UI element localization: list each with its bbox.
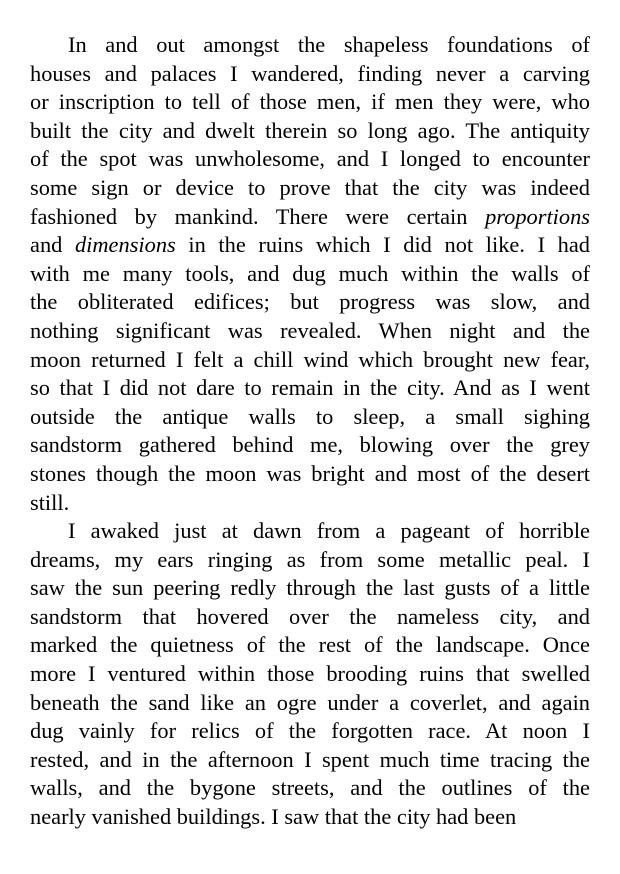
text-run: sandstorm that hovered over the nameless city, and [30,603,590,629]
text-run: with me many tools, and dug much within the walls of [30,260,590,286]
text-line [30,374,590,403]
text-run: sandstorm gathered behind me, blowing over the grey [30,432,590,458]
text-run: houses and palaces I wandered, finding never a carving [30,60,590,86]
text-run: dreams, my ears ringing as from some metallic peal. I [30,546,590,572]
text-run: built the city and dwelt therein so long ago. The antiquity [30,117,590,143]
paragraph [30,517,590,832]
text-run: and [30,232,75,258]
text-line [30,717,590,746]
text-run: fashioned by mankind. There were certain [30,203,486,229]
text-run: beneath the sand like an ogre under a coverlet, and again [30,689,590,715]
text-run: saw the sun peering redly through the last gusts of a little [30,575,590,601]
text-line [30,774,590,803]
text-line [30,546,590,575]
text-run: in the ruins which I did not like. I had [175,232,590,258]
text-line [30,88,590,117]
text-line [30,431,590,460]
text-line [30,203,590,232]
text-line [30,288,590,317]
text-run: rested, and in the afternoon I spent much time tracing the [30,746,590,772]
text-run: still. [30,489,70,515]
text-run: outside the antique walls to sleep, a small sighing [30,403,590,429]
text-line [30,403,590,432]
text-line [30,460,590,489]
paragraph [30,31,590,517]
text-run: moon returned I felt a chill wind which brought new fear, [30,346,590,372]
text-line [30,60,590,89]
text-line [30,803,590,832]
text-line [30,631,590,660]
text-run: I awaked just at dawn from a pageant of horrible [68,518,590,544]
text-run: of the spot was unwholesome, and I longed to encounter [30,146,590,172]
text-line [30,231,590,260]
text-line [30,603,590,632]
italic-text: dimensions [74,232,176,258]
text-line [30,260,590,289]
text-run: walls, and the bygone streets, and the outlines of the [30,775,590,801]
text-run: some sign or device to prove that the city was indeed [30,174,590,200]
body-text [30,31,590,832]
text-line [30,174,590,203]
text-line [30,517,590,546]
text-run: stones though the moon was bright and most of the desert [30,460,590,486]
text-run: marked the quietness of the rest of the landscape. Once [30,632,590,658]
text-run: dug vainly for relics of the forgotten race. At noon I [30,718,590,744]
text-line [30,346,590,375]
text-run: more I ventured within those brooding ruins that swelled [30,661,590,687]
text-line [30,31,590,60]
text-run: nearly vanished buildings. I saw that the city had been [30,804,517,830]
text-run: In and out amongst the shapeless foundations of [68,32,590,57]
italic-text: proportions [485,203,590,229]
text-line [30,746,590,775]
text-run: the obliterated edifices; but progress was slow, and [30,289,590,315]
text-line [30,489,590,518]
text-line [30,660,590,689]
text-run: or inscription to tell of those men, if men they were, who [30,89,590,115]
text-run: nothing significant was revealed. When night and the [30,317,590,343]
text-line [30,117,590,146]
text-line [30,574,590,603]
text-line [30,317,590,346]
text-run: so that I did not dare to remain in the city. And as I went [30,375,590,401]
text-line [30,145,590,174]
text-line [30,689,590,718]
